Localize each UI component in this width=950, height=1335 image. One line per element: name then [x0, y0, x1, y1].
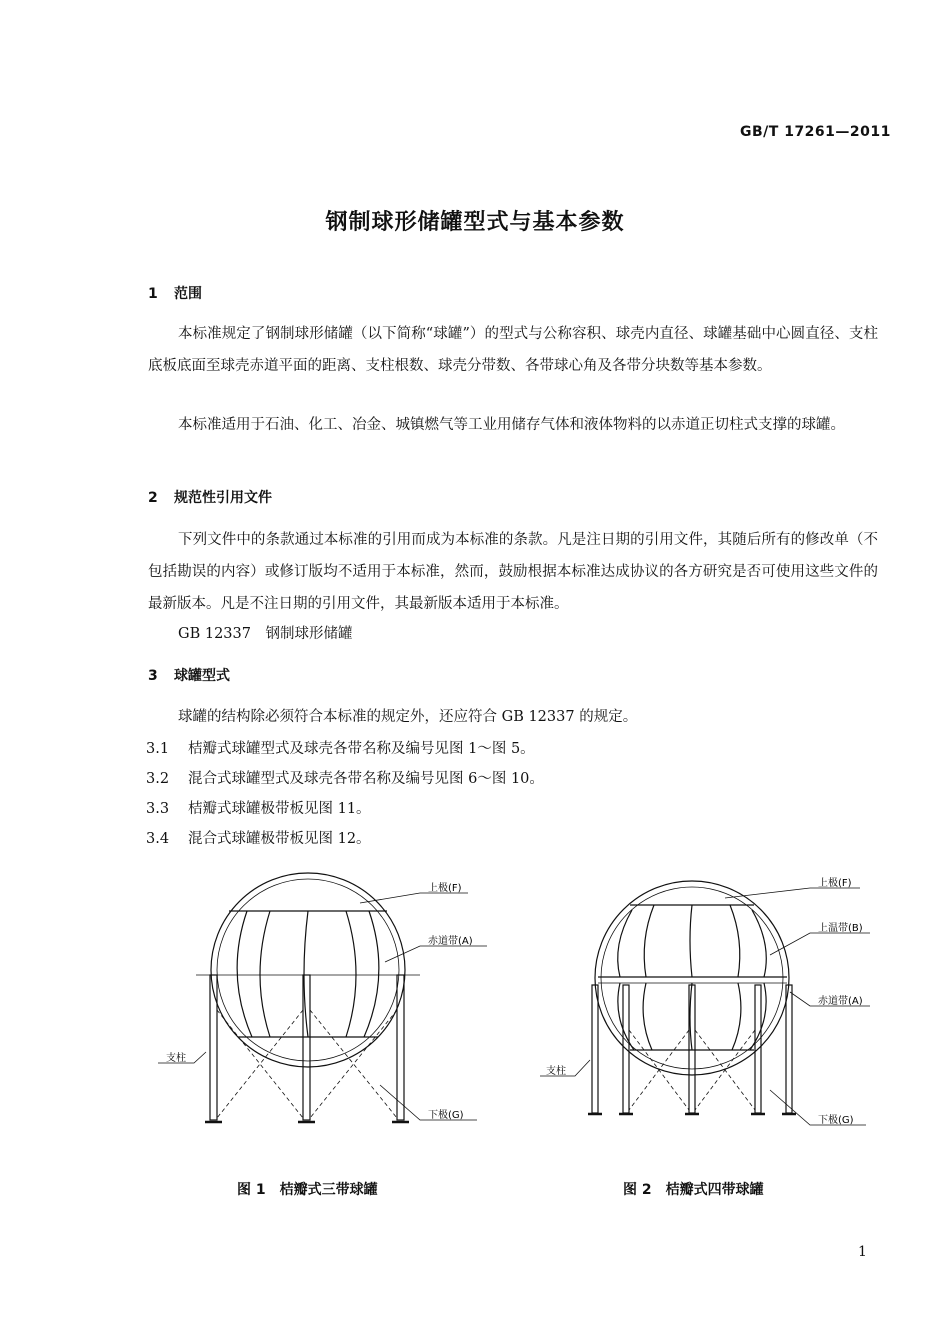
petal-seam	[690, 983, 692, 1050]
petal-seam	[618, 983, 634, 1050]
clause-3-2	[146, 767, 544, 788]
section-number: 1	[148, 286, 158, 302]
clause-number: 3.2	[146, 771, 170, 787]
paragraph-text: 本标准适用于石油、化工、冶金、城镇燃气等工业用储存气体和液体物料的以赤道正切柱式支撑的球罐。	[178, 417, 845, 433]
section-title: 范围	[174, 286, 202, 302]
section-title: 球罐型式	[174, 668, 230, 684]
figure-2-caption: 图 2 桔瓣式四带球罐	[623, 1182, 764, 1198]
clause-text: 桔瓣式球罐极带板见图 11。	[188, 801, 371, 817]
petal-seam	[730, 905, 740, 977]
standard-code: GB/T 17261—2011	[740, 124, 891, 140]
figure-2-drawing	[530, 870, 890, 1140]
label-upper-pole: 上极(F)	[428, 883, 462, 894]
petal-seam	[260, 911, 270, 1037]
clause-text: 混合式球罐型式及球壳各带名称及编号见图 6～图 10。	[188, 771, 544, 787]
section-3-paragraph: 球罐的结构除必须符合本标准的规定外，还应符合 GB 12337 的规定。	[178, 709, 638, 725]
petal-seam	[750, 983, 766, 1050]
clause-number: 3.4	[146, 831, 170, 847]
sphere-outer	[211, 873, 405, 1067]
document-title: 钢制球形储罐型式与基本参数	[325, 210, 625, 235]
clause-number: 3.1	[146, 741, 170, 757]
clause-text: 混合式球罐极带板见图 12。	[188, 831, 371, 847]
clause-3-3	[146, 797, 371, 818]
label-column: 支柱	[546, 1066, 566, 1077]
label-lower-pole: 下极(G)	[818, 1115, 854, 1126]
petal-seam	[732, 983, 741, 1050]
clause-number: 3.3	[146, 801, 170, 817]
section-1-paragraph-2	[148, 409, 878, 441]
petal-seam	[304, 911, 308, 1037]
section-number: 3	[148, 668, 158, 684]
section-3-heading	[148, 665, 230, 685]
label-column: 支柱	[166, 1053, 186, 1064]
support-column	[210, 975, 217, 1120]
petal-seam	[346, 911, 356, 1037]
cross-bracing	[629, 1030, 689, 1110]
label-upper-pole: 上极(F)	[818, 878, 852, 889]
support-column	[786, 985, 792, 1113]
paragraph-text: 下列文件中的条款通过本标准的引用而成为本标准的条款。凡是注日期的引用文件，其随后所有的修改单（不包括勘误的内容）或修订版均不适用于本标准，然而，鼓励根据本标准达成协议的各方研究是否可使用这些文件的最新版本。凡是不注日期的引用文件，其最新版本适用于本标准。	[148, 532, 878, 612]
clause-text: 桔瓣式球罐型式及球壳各带名称及编号见图 1～图 5。	[188, 741, 535, 757]
cross-bracing	[310, 1010, 397, 1118]
normative-reference: GB 12337 钢制球形储罐	[178, 626, 353, 642]
section-2-heading	[148, 487, 272, 507]
page-number: 1	[858, 1244, 867, 1260]
label-upper-temperate: 上温带(B)	[818, 923, 863, 934]
figure-1-caption: 图 1 桔瓣式三带球罐	[237, 1182, 378, 1198]
section-2-paragraph	[148, 524, 878, 620]
figure-1-drawing	[150, 870, 490, 1140]
paragraph-text: 本标准规定了钢制球形储罐（以下简称“球罐”）的型式与公称容积、球壳内直径、球罐基础中心圆直径、支柱底板底面至球壳赤道平面的距离、支柱根数、球壳分带数、各带球心角及各带分块数等基本参数。	[148, 326, 878, 374]
petal-seam	[644, 905, 654, 977]
clause-3-1	[146, 737, 535, 758]
petal-seam	[364, 911, 379, 1037]
leader-line	[385, 946, 487, 962]
section-1-heading	[148, 283, 202, 303]
cross-bracing	[695, 1030, 755, 1110]
petal-seam	[643, 983, 652, 1050]
label-equator: 赤道带(A)	[428, 936, 473, 947]
section-number: 2	[148, 490, 158, 506]
label-lower-pole: 下极(G)	[428, 1110, 464, 1121]
support-column	[592, 985, 598, 1113]
petal-seam	[752, 910, 766, 977]
support-column	[397, 975, 404, 1120]
section-1-paragraph-1	[148, 318, 878, 382]
section-title: 规范性引用文件	[174, 490, 272, 506]
label-equator: 赤道带(A)	[818, 996, 863, 1007]
cross-bracing	[217, 1010, 303, 1118]
clause-3-4	[146, 827, 371, 848]
petal-seam	[237, 911, 252, 1037]
petal-seam	[690, 905, 692, 977]
petal-seam	[618, 910, 632, 977]
